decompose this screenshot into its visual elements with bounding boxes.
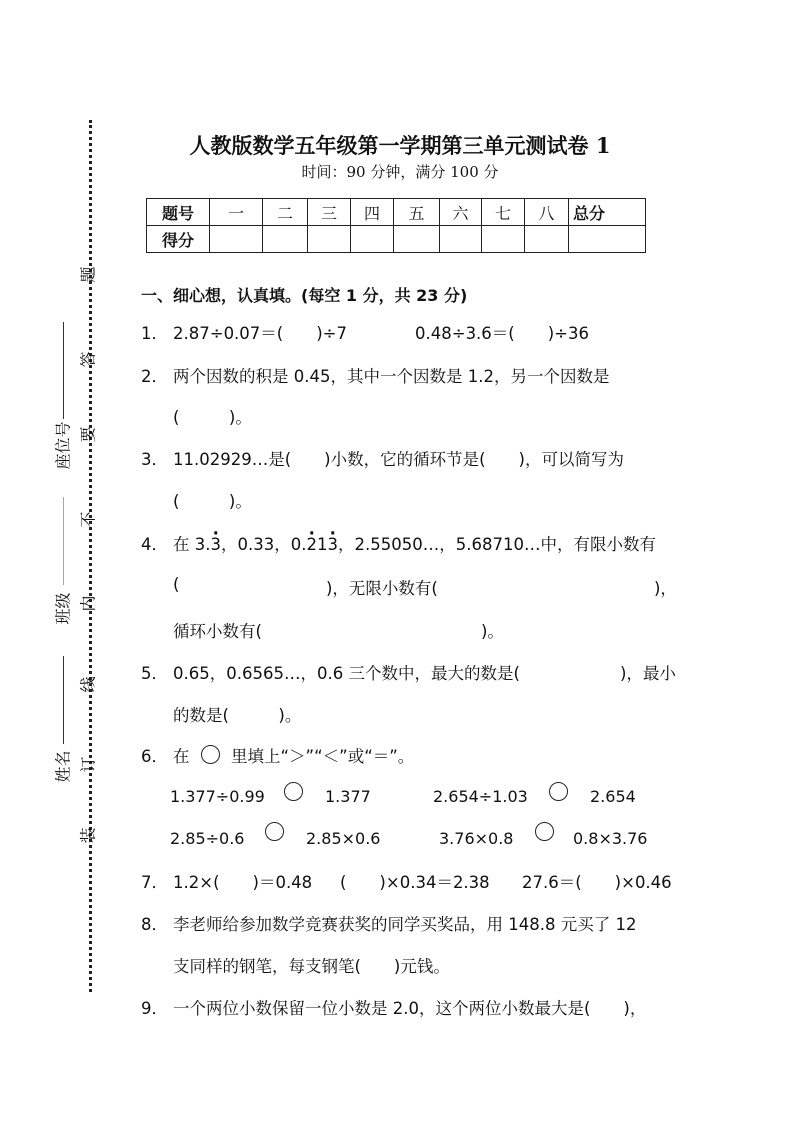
question-4-line-3: 循环小数有( (173, 622, 262, 641)
compare-circle-answer[interactable] (549, 782, 568, 801)
compare-expression: 3.76×0.8 (439, 829, 514, 848)
question-8-line-2: 支同样的钢笔，每支钢笔( )元钱。 (173, 957, 450, 976)
score-table-score-row (147, 226, 646, 253)
page-title: 人教版数学五年级第一学期第三单元测试卷 1 (189, 133, 611, 158)
repeating-digit: · 3 (327, 535, 338, 554)
score-input-cell[interactable] (440, 226, 482, 253)
question-1-part-b: 0.48÷3.6＝( )÷36 (415, 324, 589, 343)
section-heading: 一、细心想，认真填。(每空 1 分，共 23 分) (141, 286, 468, 305)
compare-expression: 1.377÷0.99 (170, 787, 265, 806)
compare-circle-answer[interactable] (284, 782, 303, 801)
score-input-cell[interactable] (525, 226, 569, 253)
score-table-cell: 三 (308, 199, 351, 226)
score-table-cell: 五 (394, 199, 440, 226)
question-4-line-2-end: )， (654, 579, 677, 598)
binding-dotted-line (89, 120, 92, 992)
question-2-line-2: ( )。 (173, 408, 252, 427)
question-number: 3． (141, 450, 168, 469)
question-text: 在 3. (173, 535, 211, 554)
score-input-cell[interactable] (210, 226, 263, 253)
question-text: 2.87÷0.07＝( )÷7 (173, 324, 347, 343)
score-input-cell[interactable] (482, 226, 525, 253)
margin-warning-char: 题 (78, 266, 98, 283)
question-number: 7． (141, 873, 168, 892)
question-7-part-c: 27.6＝( )×0.46 (522, 873, 672, 892)
score-table-cell: 四 (351, 199, 394, 226)
question-2 (141, 363, 609, 387)
score-input-cell[interactable] (569, 226, 646, 253)
margin-warning-char: 订 (78, 756, 98, 773)
question-number: 6． (141, 747, 168, 766)
question-text: 1 (316, 535, 328, 554)
score-table (146, 198, 646, 253)
question-text: 李老师给参加数学竞赛获奖的同学买奖品，用 148.8 元买了 12 (173, 915, 637, 934)
question-6 (141, 743, 414, 767)
margin-warning-char: 内 (78, 595, 98, 612)
repeating-digit: · 2 (306, 535, 317, 554)
seat-number-blank (63, 322, 64, 419)
score-input-cell[interactable] (351, 226, 394, 253)
question-9 (141, 995, 646, 1019)
score-table-header-row (147, 199, 646, 226)
question-text: 里填上“＞”“＜”或“＝”。 (231, 747, 415, 766)
margin-warning-char: 要 (78, 426, 98, 443)
compare-expression: 2.654÷1.03 (433, 787, 528, 806)
question-4-bracket-open: ( (173, 575, 180, 594)
question-text: 11.02929…是( )小数，它的循环节是( )，可以简写为 (173, 450, 624, 469)
margin-warning-char: 线 (78, 676, 98, 693)
question-number: 8． (141, 915, 168, 934)
question-5 (141, 660, 520, 684)
score-table-cell: 八 (525, 199, 569, 226)
question-number: 9． (141, 999, 168, 1018)
score-input-cell[interactable] (263, 226, 308, 253)
question-text: 两个因数的积是 0.45，其中一个因数是 1.2，另一个因数是 (173, 367, 610, 386)
compare-expression: 0.8×3.76 (573, 829, 648, 848)
question-1 (141, 320, 347, 344)
question-text: ，2.55050…，5.68710…中，有限小数有 (337, 535, 656, 554)
compare-circle-answer[interactable] (535, 822, 554, 841)
margin-warning-char: 答 (78, 351, 98, 368)
name-label: 姓名 (53, 750, 73, 783)
margin-warning-char: 装 (78, 827, 98, 844)
score-table-cell: 六 (440, 199, 482, 226)
score-table-cell: 一 (210, 199, 263, 226)
question-4-line-2: )，无限小数有( (326, 579, 438, 598)
score-table-cell: 得分 (147, 226, 210, 253)
score-input-cell[interactable] (394, 226, 440, 253)
question-4 (141, 531, 656, 555)
margin-warning-char: 不 (78, 511, 98, 528)
compare-expression: 2.654 (590, 787, 636, 806)
question-text: 在 (173, 747, 190, 766)
question-5-line-2: 的数是( )。 (173, 706, 302, 725)
class-label: 班级 (53, 592, 73, 625)
score-table-cell: 二 (263, 199, 308, 226)
question-text: 0.65，0.6565…，0.6 三个数中，最大的数是( (173, 664, 520, 683)
seat-number-label: 座位号 (53, 421, 73, 470)
question-7 (141, 869, 312, 893)
question-text: 1.2×( )＝0.48 (173, 873, 313, 892)
score-table-cell: 七 (482, 199, 525, 226)
question-3-line-2: ( )。 (173, 492, 252, 511)
score-table-cell: 题号 (147, 199, 210, 226)
question-text: ，0.33，0. (221, 535, 307, 554)
score-input-cell[interactable] (308, 226, 351, 253)
repeating-digit: · 3 (211, 535, 222, 554)
question-5-line-1-end: )，最小 (620, 664, 676, 683)
question-number: 5． (141, 664, 168, 683)
question-number: 1． (141, 324, 168, 343)
question-text: 一个两位小数保留一位小数是 2.0，这个两位小数最大是( )， (173, 999, 647, 1018)
compare-expression: 2.85÷0.6 (170, 829, 245, 848)
class-blank (63, 497, 64, 585)
name-blank (63, 656, 64, 744)
compare-circle-answer[interactable] (265, 822, 284, 841)
exam-time-info: 时间：90 分钟，满分 100 分 (301, 163, 499, 181)
compare-expression: 2.85×0.6 (306, 829, 381, 848)
question-3 (141, 446, 624, 470)
question-number: 2． (141, 367, 168, 386)
question-number: 4． (141, 535, 168, 554)
score-table-cell: 总分 (569, 199, 646, 226)
question-4-line-3-end: )。 (481, 622, 504, 641)
question-8 (141, 911, 636, 935)
compare-expression: 1.377 (325, 787, 371, 806)
question-7-part-b: ( )×0.34＝2.38 (340, 873, 490, 892)
compare-circle-icon (201, 745, 220, 764)
